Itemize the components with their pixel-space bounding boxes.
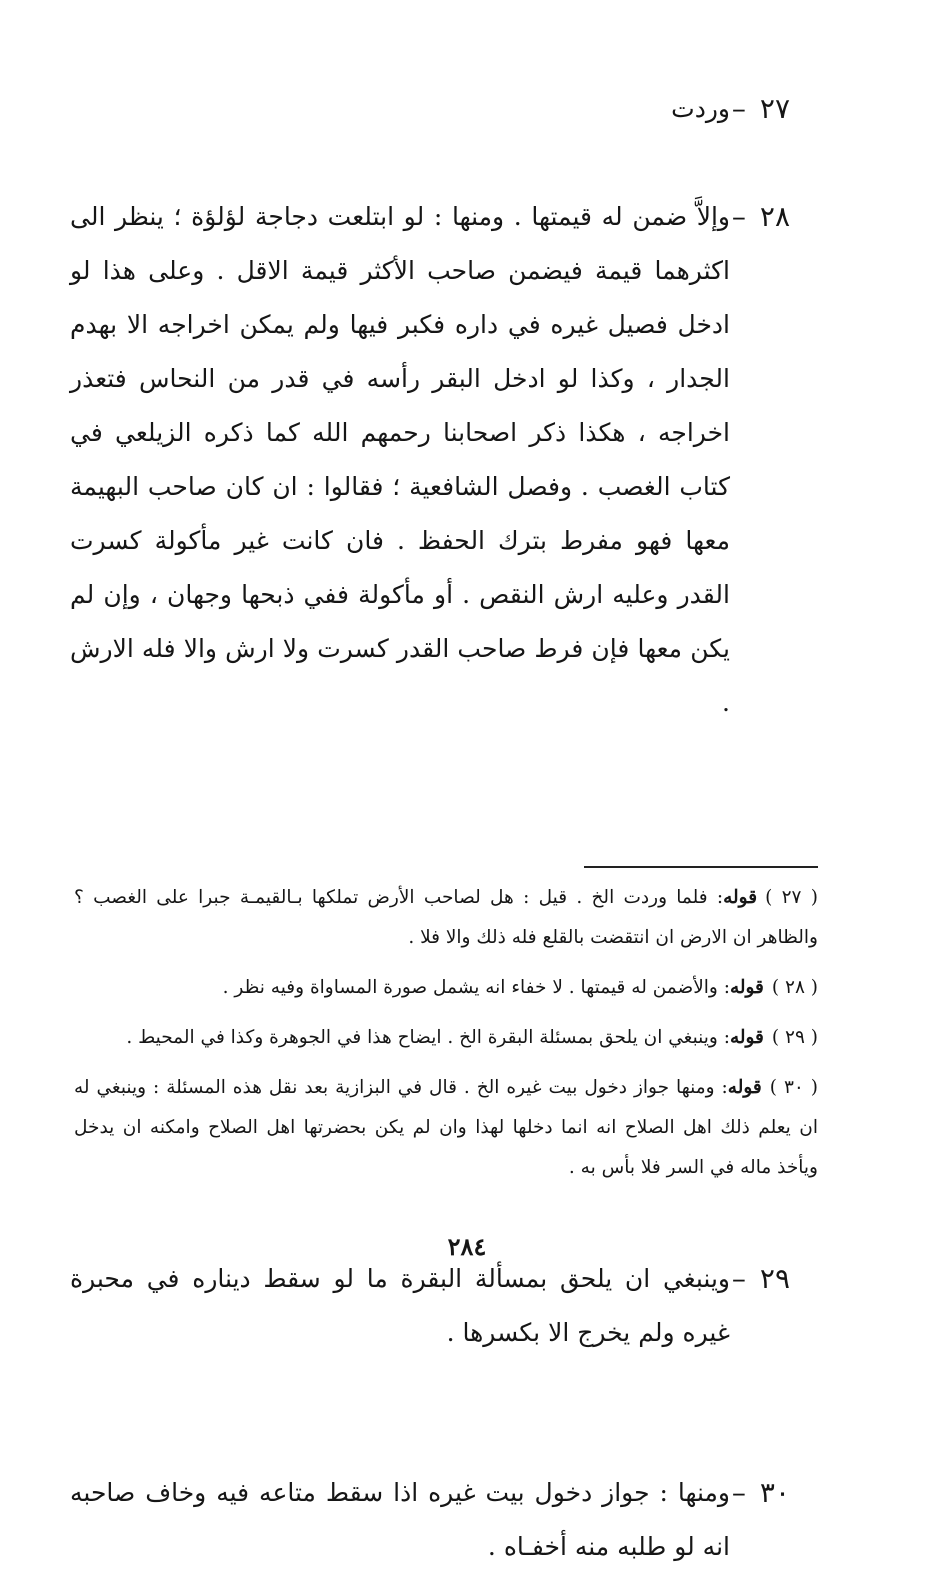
- footnote-lead: قوله: [727, 1077, 762, 1098]
- entry-number: [732, 82, 790, 136]
- entry-27: [70, 82, 790, 136]
- footnote-30: [74, 1068, 818, 1188]
- entry-dash: –: [731, 92, 746, 125]
- entry-text: وينبغي ان يلحق بمسألة البقرة ما لو سقط ديناره في محبرة غيره ولم يخرج الا بكسرها .: [70, 1264, 730, 1347]
- footnote-separator: [584, 866, 818, 868]
- footnote-text: : والأضمن له قيمتها . لا خفاء انه يشمل صورة المساواة وفيه نظر .: [222, 977, 730, 998]
- footnote-27: [74, 878, 818, 958]
- footnotes: [74, 878, 818, 1198]
- footnote-number: ( ٣٠ ): [769, 1077, 818, 1098]
- footnote-number: ( ٢٨ ): [771, 977, 818, 998]
- footnote-lead: قوله: [729, 977, 764, 998]
- entry-number-value: ٢٧: [759, 92, 790, 125]
- entry-dash: –: [731, 1476, 746, 1509]
- entry-dash: –: [731, 200, 746, 233]
- footnote-text: : فلما وردت الخ . قيل : هل لصاحب الأرض تملكها بـالقيمـة جبرا على الغصب ؟ والظاهر ان الارض ان انتقضت بالقلع فله ذلك والا فلا .: [74, 887, 818, 948]
- footnote-text: : ومنها جواز دخول بيت غيره الخ . قال في البزازية بعد نقل هذه المسئلة : وينبغي له ان يعلم ذلك اهل الصلاح انه انما دخلها لهذا وان لم يكن بحضرتها اهل الصلاح وامكنه ان يدخل ويأخذ ماله في السر فلا بأس به .: [74, 1077, 818, 1178]
- entry-text: ومنها : جواز دخول بيت غيره اذا سقط متاعه فيه وخاف صاحبه انه لو طلبه منه أخفـاه .: [70, 1478, 730, 1561]
- entry-28: [70, 190, 790, 730]
- footnote-28: [74, 968, 818, 1008]
- footnote-29: [74, 1018, 818, 1058]
- entry-30: [70, 1466, 790, 1574]
- footnote-text: : وينبغي ان يلحق بمسئلة البقرة الخ . ايضاح هذا في الجوهرة وكذا في المحيط .: [126, 1027, 730, 1048]
- page-number: ٢٨٤: [447, 1232, 487, 1261]
- entry-number-value: ٢٩: [759, 1262, 790, 1295]
- entry-dash: –: [731, 1262, 746, 1295]
- entry-number-value: ٢٨: [759, 200, 790, 233]
- entry-text: وإلاَّ ضمن له قيمتها . ومنها : لو ابتلعت دجاجة لؤلؤة ؛ ينظر الى اكثرهما قيمة فيضمن صاحب الأكثر قيمة الاقل . وعلى هذا لو ادخل فصيل غيره في داره فكبر فيها ولم يمكن اخراجه الا بهدم الجدار ، وكذا لو ادخل البقر رأسه في قدر من النحاس فتعذر اخراجه ، هكذا ذكر اصحابنا رحمهم الله كما ذكره الزيلعي في كتاب الغصب . وفصل الشافعية ؛ فقالوا : ان كان صاحب البهيمة معها فهو مفرط بترك الحفظ . فان كانت غير مأكولة كسرت القدر وعليه ارش النقص . أو مأكولة ففي ذبحها وجهان ، وإن لم يكن معها فإن فرط صاحب القدر كسرت ولا ارش والا فله الارش .: [70, 202, 730, 717]
- footnote-number: ( ٢٩ ): [771, 1027, 818, 1048]
- footnote-lead: قوله: [729, 1027, 764, 1048]
- entry-number: [732, 190, 790, 244]
- entry-29: [70, 1252, 790, 1360]
- entry-number-value: ٣٠: [759, 1476, 790, 1509]
- footnote-number: ( ٢٧ ): [765, 887, 818, 908]
- entry-number: [732, 1466, 790, 1520]
- entry-text: وردت: [671, 94, 730, 123]
- footnote-lead: قوله: [723, 887, 758, 908]
